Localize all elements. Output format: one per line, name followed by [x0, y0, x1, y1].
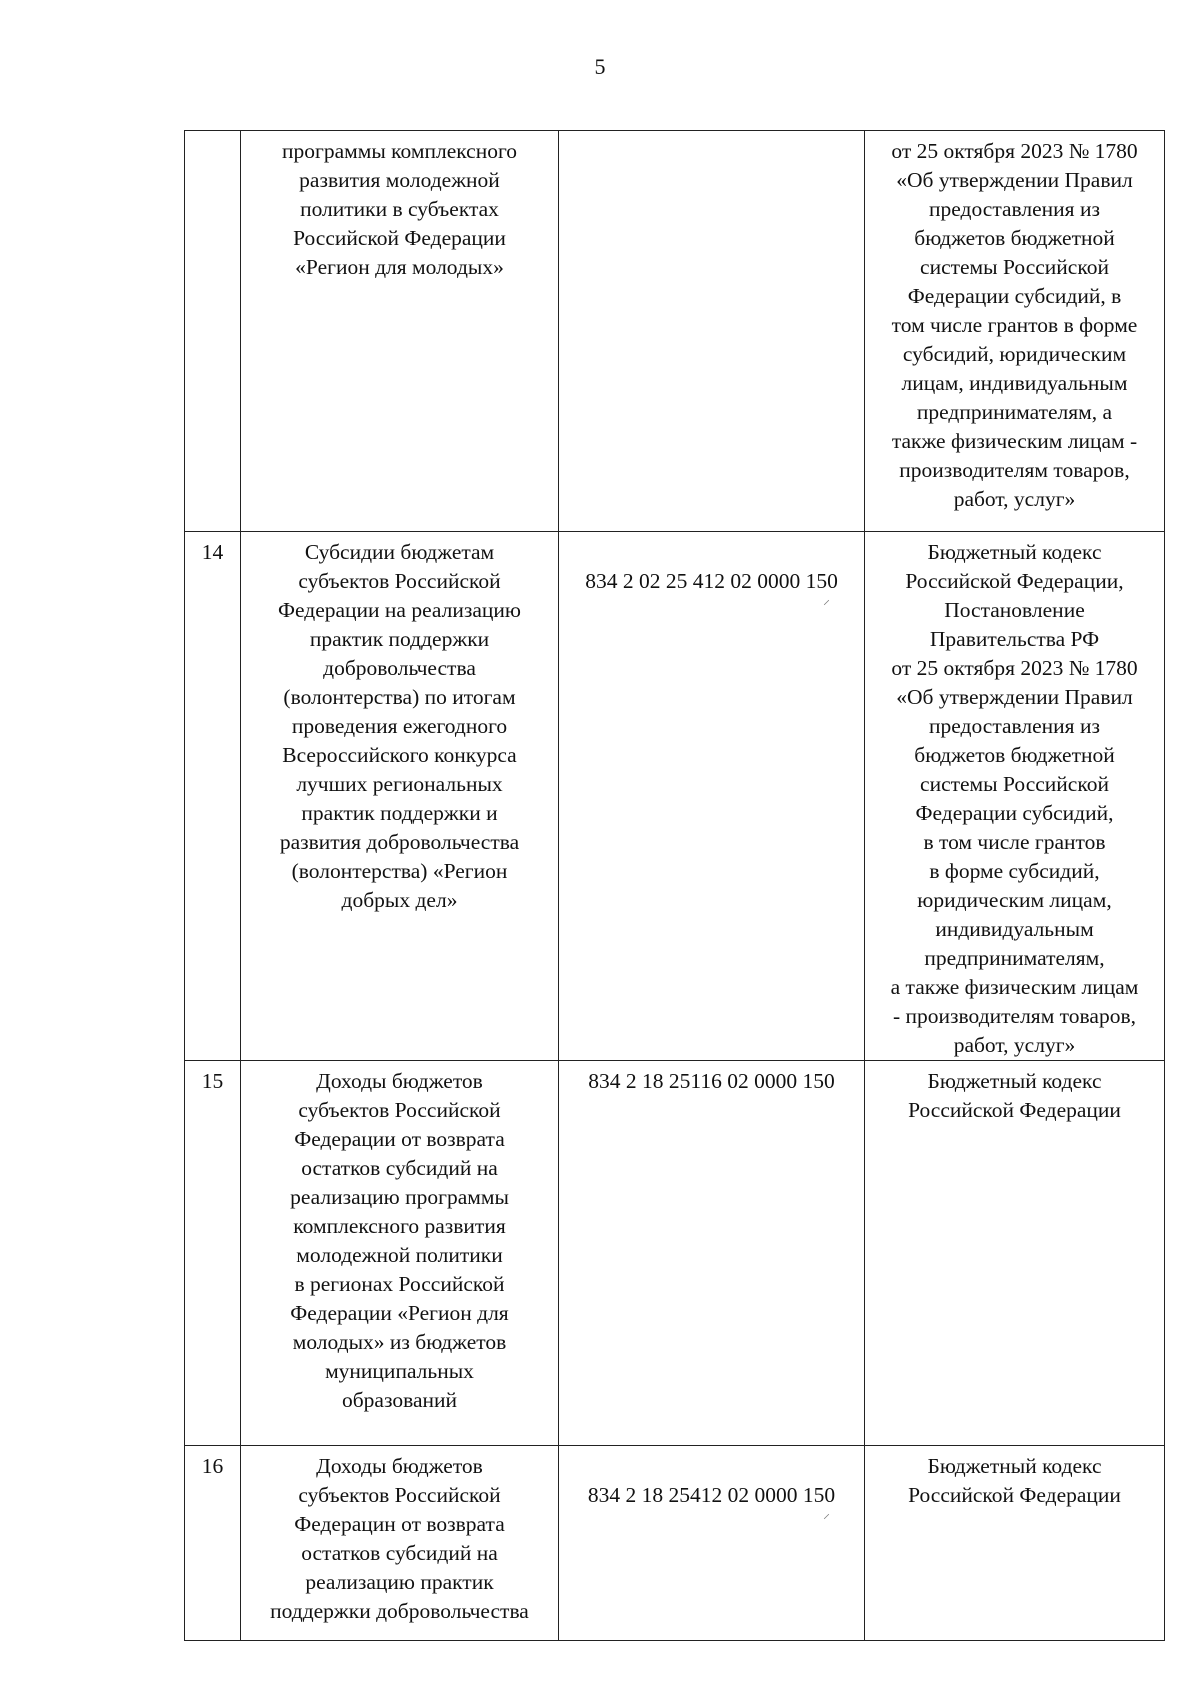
table-row: [185, 1061, 1165, 1446]
pen-check-mark: ⸝: [823, 1507, 830, 1522]
table-row: [185, 1446, 1165, 1641]
budget-code-cell: [559, 532, 865, 1061]
table-row: [185, 532, 1165, 1061]
row-number-cell: [185, 131, 241, 532]
row-number-cell: 15: [185, 1061, 241, 1446]
revenue-name-cell: Субсидии бюджетам субъектов Российской Федерации на реализацию практик поддержки добровольчества (волонтерства) по итогам проведения ежегодного Всероссийского конкурса лучших региональных практик поддержки и развития добровольчества (волонтерства) «Регион добрых дел»: [241, 532, 559, 1061]
legal-basis-cell: Бюджетный кодекс Российской Федерации: [865, 1446, 1165, 1641]
budget-codes-table: [184, 130, 1165, 1641]
table-row-continuation: [185, 131, 1165, 532]
legal-basis-cell: от 25 октября 2023 № 1780 «Об утверждении Правил предоставления из бюджетов бюджетной системы Российской Федерации субсидий, в том числе грантов в форме субсидий, юридическим лицам, индивидуальным предпринимателям, а также физическим лицам - производителям товаров, работ, услуг»: [865, 131, 1165, 532]
page-number: 5: [594, 54, 606, 79]
row-number-cell: 14: [185, 532, 241, 1061]
legal-basis-cell: Бюджетный кодекс Российской Федерации: [865, 1061, 1165, 1446]
budget-code-cell: 834 2 18 25116 02 0000 150: [559, 1061, 865, 1446]
budget-code-cell: [559, 1446, 865, 1641]
revenue-name-cell: Доходы бюджетов субъектов Российской Федерацин от возврата остатков субсидий на реализацию практик поддержки добровольчества: [241, 1446, 559, 1641]
revenue-name-cell: Доходы бюджетов субъектов Российской Федерации от возврата остатков субсидий на реализацию программы комплексного развития молодежной политики в регионах Российской Федерации «Регион для молодых» из бюджетов муниципальных образований: [241, 1061, 559, 1446]
budget-code-text: 834 2 02 25 412 02 0000 150: [585, 569, 838, 593]
row-number-cell: 16: [185, 1446, 241, 1641]
revenue-name-cell: программы комплексного развития молодежной политики в субъектах Российской Федерации «Регион для молодых»: [241, 131, 559, 532]
legal-basis-cell: Бюджетный кодекс Российской Федерации, Постановление Правительства РФ от 25 октября 2023 № 1780 «Об утверждении Правил предоставления из бюджетов бюджетной системы Российской Федерации субсидий, в том числе грантов в форме субсидий, юридическим лицам, индивидуальным предпринимателям, а также физическим лицам - производителям товаров, работ, услуг»: [865, 532, 1165, 1061]
budget-code-text: 834 2 18 25412 02 0000 150: [587, 1483, 836, 1507]
budget-code-cell: [559, 131, 865, 532]
pen-check-mark: ⸝: [823, 593, 830, 608]
